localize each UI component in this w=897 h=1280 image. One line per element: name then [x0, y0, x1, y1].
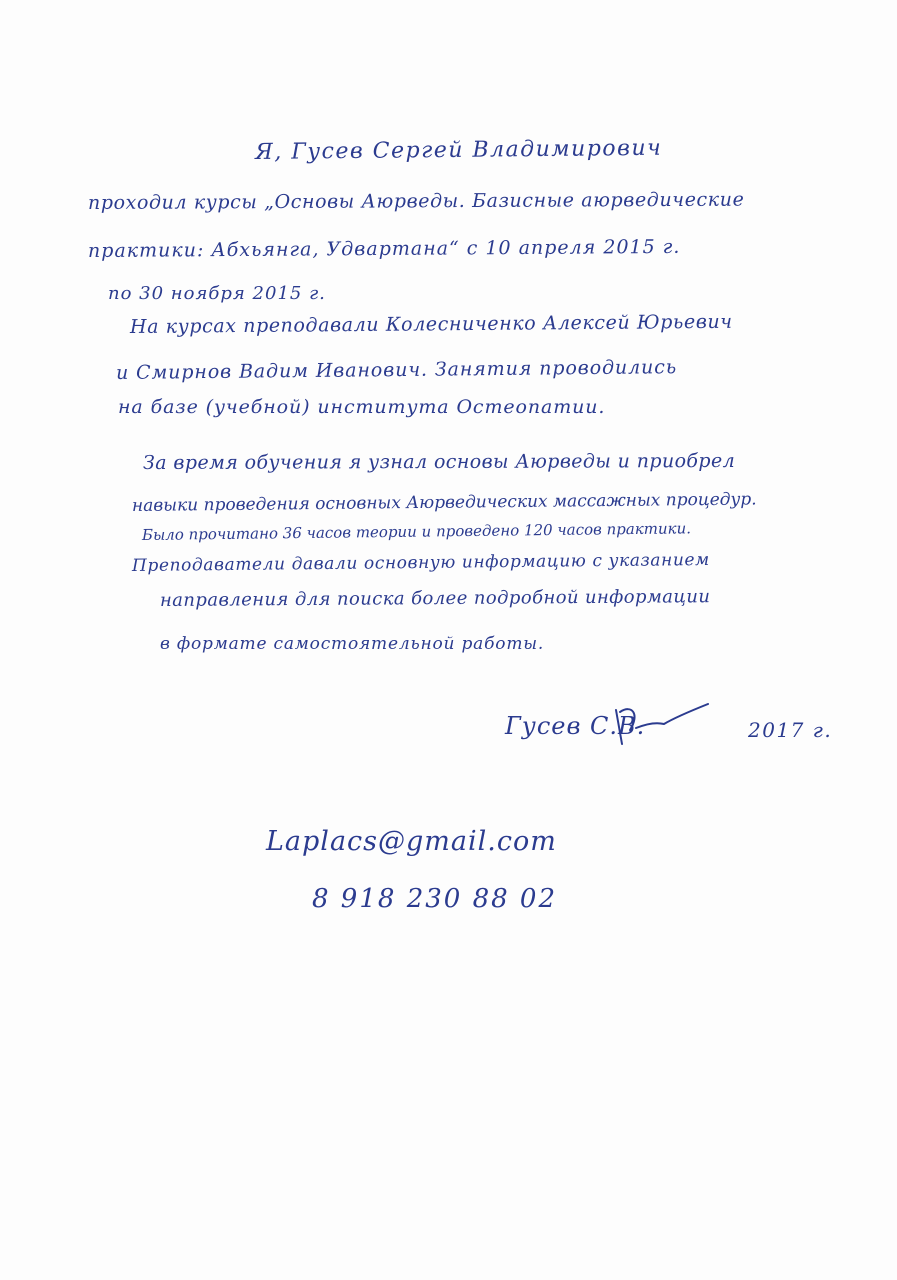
letter-line-6: и Смирнов Вадим Иванович. Занятия проводились — [115, 356, 678, 384]
letter-line-8: За время обучения я узнал основы Аюрведы и приобрел — [142, 449, 736, 474]
letter-line-3: практики: Абхьянга, Удвартана“ с 10 апреля 2015 г. — [87, 235, 681, 262]
letter-line-11: Преподаватели давали основную информацию с указанием — [131, 549, 710, 576]
contact-phone: 8 918 230 88 02 — [312, 884, 558, 914]
signature-scribble-icon — [612, 700, 712, 750]
letter-line-4: по 30 ноября 2015 г. — [108, 283, 326, 304]
signature-year: 2017 г. — [748, 718, 833, 742]
letter-line-13: в формате самостоятельной работы. — [160, 634, 545, 654]
letter-line-2: проходил курсы „Основы Аюрведы. Базисные аюрведические — [87, 188, 745, 214]
letter-line-5: На курсах преподавали Колесниченко Алексей Юрьевич — [129, 310, 733, 338]
signature-name: Гусев С.В. — [505, 712, 646, 740]
letter-line-7: на базе (учебной) института Остеопатии. — [118, 396, 606, 418]
letter-line-12: направления для поиска более подробной информации — [159, 586, 711, 611]
letter-line-10: Было прочитано 36 часов теории и проведено 120 часов практики. — [141, 519, 692, 544]
letter-line-9: навыки проведения основных Аюрведических массажных процедур. — [131, 489, 757, 516]
contact-email: Laplacs@gmail.com — [266, 826, 557, 857]
letter-line-1: Я, Гусев Сергей Владимирович — [254, 135, 663, 165]
